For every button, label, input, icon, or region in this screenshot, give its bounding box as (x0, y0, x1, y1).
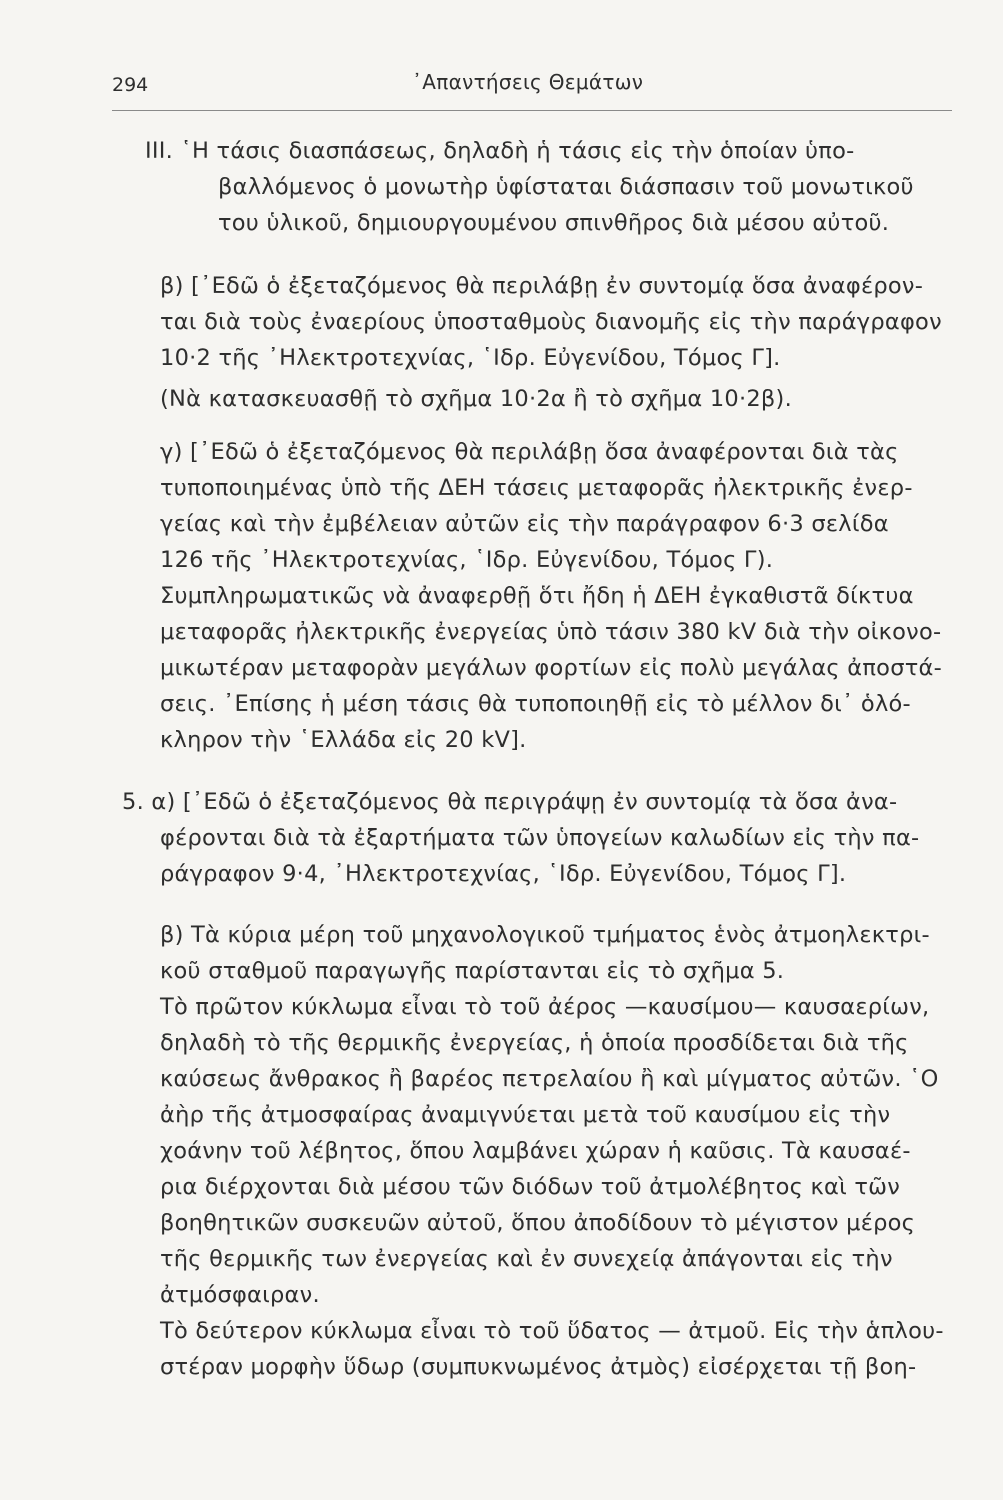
text-line: 5. α) [᾿Εδῶ ὁ ἐξεταζόμενος θὰ περιγράψῃ ἐν συντομίᾳ τὰ ὅσα ἀνα- (122, 789, 898, 815)
text-line: ἀὴρ τῆς ἀτμοσφαίρας ἀναμιγνύεται μετὰ τοῦ καυσίμου εἰς τὴν (160, 1102, 891, 1128)
text-line: μικωτέραν μεταφορὰν μεγάλων φορτίων εἰς πολὺ μεγάλας ἀποστά- (160, 655, 942, 681)
text-line: κληρον τὴν ῾Ελλάδα εἰς 20 kV]. (160, 727, 527, 753)
text-line: ἀτμόσφαιραν. (160, 1282, 320, 1308)
text-line: στέραν μορφὴν ὕδωρ (συμπυκνωμένος ἀτμὸς) εἰσέρχεται τῇ βοη- (160, 1354, 917, 1380)
page-header (112, 70, 952, 110)
text-line: Τὸ δεύτερον κύκλωμα εἶναι τὸ τοῦ ὕδατος — ἀτμοῦ. Εἰς τὴν ἁπλου- (160, 1318, 944, 1344)
text-line: ρια διέρχονται διὰ μέσου τῶν διόδων τοῦ ἀτμολέβητος καὶ τῶν (160, 1174, 901, 1200)
text-line: τυποποιημένας ὑπὸ τῆς ΔΕΗ τάσεις μεταφορᾶς ἠλεκτρικῆς ἐνερ- (160, 475, 913, 501)
page-number: 294 (112, 74, 149, 96)
text-line: 10·2 τῆς ᾿Ηλεκτροτεχνίας, ῾Ιδρ. Εὐγενίδου, Τόμος Γ]. (160, 345, 781, 371)
text-line: ΙΙΙ. ῾Η τάσις διασπάσεως, δηλαδὴ ἡ τάσις εἰς τὴν ὁποίαν ὑπο- (145, 138, 855, 164)
text-line: β) Τὰ κύρια μέρη τοῦ μηχανολογικοῦ τμήματος ἑνὸς ἀτμοηλεκτρι- (160, 922, 930, 948)
running-title: ᾿Απαντήσεις Θεμάτων (412, 70, 644, 94)
text-line: φέρονται διὰ τὰ ἐξαρτήματα τῶν ὑπογείων καλωδίων εἰς τὴν πα- (160, 825, 920, 851)
text-line: γ) [᾿Εδῶ ὁ ἐξεταζόμενος θὰ περιλάβῃ ὅσα ἀναφέρονται διὰ τὰς (160, 439, 899, 465)
text-line: (Νὰ κατασκευασθῇ τὸ σχῆμα 10·2α ἢ τὸ σχῆμα 10·2β). (160, 386, 792, 412)
text-line: του ὑλικοῦ, δημιουργουμένου σπινθῆρος διὰ μέσου αὐτοῦ. (218, 210, 890, 236)
text-line: καύσεως ἄνθρακος ἢ βαρέος πετρελαίου ἢ καὶ μίγματος αὐτῶν. ῾Ο (160, 1066, 939, 1092)
text-line: Συμπληρωματικῶς νὰ ἀναφερθῇ ὅτι ἤδη ἡ ΔΕΗ ἐγκαθιστᾶ δίκτυα (160, 583, 914, 609)
text-line: σεις. ᾿Επίσης ἡ μέση τάσις θὰ τυποποιηθῇ εἰς τὸ μέλλον δι᾿ ὁλό- (160, 691, 911, 717)
text-line: γείας καὶ τὴν ἐμβέλειαν αὐτῶν εἰς τὴν παράγραφον 6·3 σελίδα (160, 511, 889, 537)
text-line: δηλαδὴ τὸ τῆς θερμικῆς ἐνεργείας, ἡ ὁποία προσδίδεται διὰ τῆς (160, 1030, 909, 1056)
text-line: βαλλόμενος ὁ μονωτὴρ ὑφίσταται διάσπασιν τοῦ μονωτικοῦ (218, 174, 914, 200)
text-line: βοηθητικῶν συσκευῶν αὐτοῦ, ὅπου ἀποδίδουν τὸ μέγιστον μέρος (160, 1210, 916, 1236)
text-line: ται διὰ τοὺς ἐναερίους ὑποσταθμοὺς διανομῆς εἰς τὴν παράγραφον (160, 309, 942, 335)
text-line: 126 τῆς ᾿Ηλεκτροτεχνίας, ῾Ιδρ. Εὐγενίδου, Τόμος Γ). (160, 547, 774, 573)
text-line: β) [᾿Εδῶ ὁ ἐξεταζόμενος θὰ περιλάβῃ ἐν συντομίᾳ ὅσα ἀναφέρον- (160, 273, 924, 299)
header-rule (112, 110, 952, 111)
text-line: χοάνην τοῦ λέβητος, ὅπου λαμβάνει χώραν ἡ καῦσις. Τὰ καυσαέ- (160, 1138, 911, 1164)
text-line: κοῦ σταθμοῦ παραγωγῆς παρίστανται εἰς τὸ σχῆμα 5. (160, 958, 785, 984)
text-line: Τὸ πρῶτον κύκλωμα εἶναι τὸ τοῦ ἀέρος —καυσίμου— καυσαερίων, (160, 994, 930, 1020)
text-line: ράγραφον 9·4, ᾿Ηλεκτροτεχνίας, ῾Ιδρ. Εὐγενίδου, Τόμος Γ]. (160, 861, 847, 887)
text-line: τῆς θερμικῆς των ἐνεργείας καὶ ἐν συνεχείᾳ ἀπάγονται εἰς τὴν (160, 1246, 893, 1272)
text-line: μεταφορᾶς ἠλεκτρικῆς ἐνεργείας ὑπὸ τάσιν 380 kV διὰ τὴν οἰκονο- (160, 619, 942, 645)
